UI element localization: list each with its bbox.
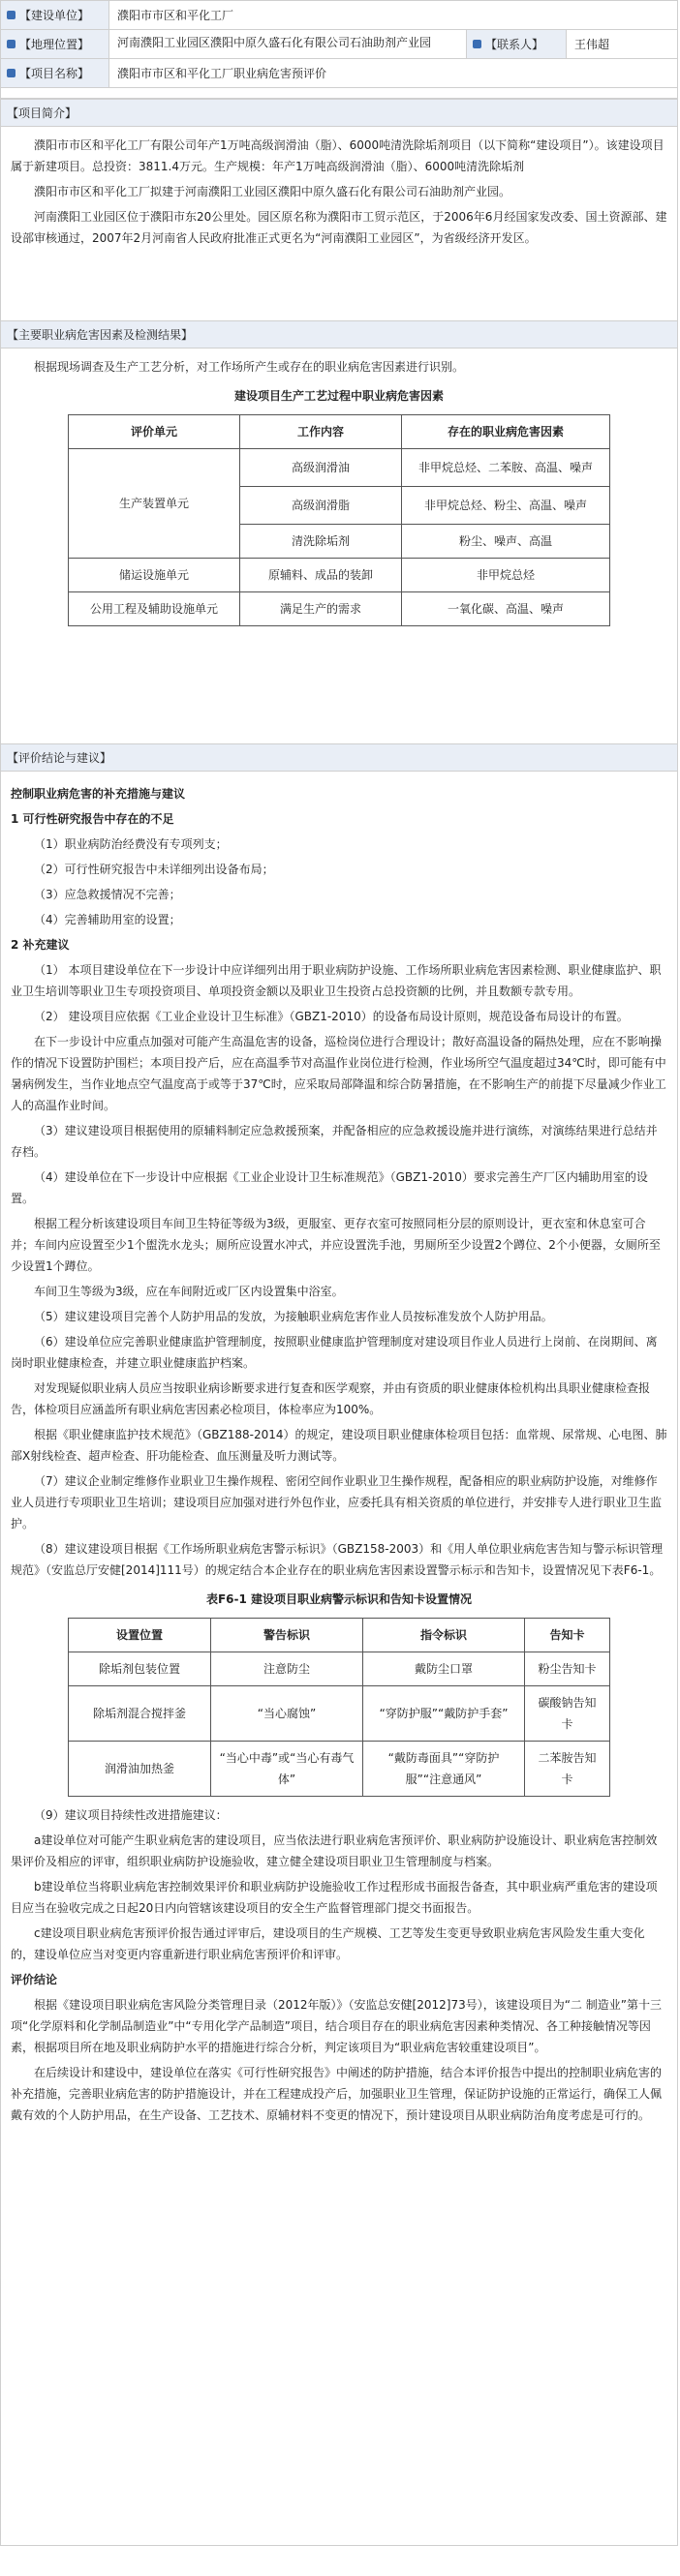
section-title-hazards: 【主要职业病危害因素及检测结果】 — [1, 320, 677, 349]
paragraph: 根据《职业健康监护技术规范》（GBZ188-2014）的规定，建设项目职业健康体检项目包括：血常规、尿常规、心电图、肺部X射线检查、超声检查、肝功能检查、血压测量及听力测试等。 — [11, 1428, 667, 1463]
contact-label: 【联系人】 — [466, 30, 567, 58]
list-item: （2）可行性研究报告中未详细列出设备布局； — [34, 863, 274, 876]
paragraph: （7）建议企业制定维修作业职业卫生操作规程、密闭空间作业职业卫生操作规程，配备相应的职业病防护设施，对维修作业人员进行专项职业卫生培训；建设项目应加强对进行外包作业，应委托具有相关资质的单位进行，并安排专人进行职业卫生监护。 — [11, 1474, 663, 1530]
hazards-table — [68, 414, 610, 626]
warning-table — [68, 1618, 610, 1797]
table-header-cell: 工作内容 — [240, 415, 402, 449]
table-cell: 高级润滑脂 — [240, 487, 402, 525]
table-cell: 清洗除垢剂 — [240, 525, 402, 559]
table-cell: 注意防尘 — [211, 1652, 363, 1686]
table-cell: 除垢剂包装位置 — [69, 1652, 211, 1686]
section-title-conclusion: 【评价结论与建议】 — [1, 743, 677, 772]
table-cell: 非甲烷总烃、二苯胺、高温、噪声 — [402, 449, 610, 487]
list-item: （1）职业病防治经费没有专项列支； — [34, 837, 228, 851]
table-row — [69, 1652, 610, 1686]
construction-unit-value: 濮阳市市区和平化工厂 — [117, 9, 234, 22]
table-header-cell: 警告标识 — [211, 1619, 363, 1652]
construction-unit-row — [1, 1, 677, 30]
paragraph: （1） 本项目建设单位在下一步设计中应详细列出用于职业病防护设施、工作场所职业病危害因素检测、职业健康监护、职业卫生培训等职业卫生专项投资项目、单项投资金额以及职业卫生投资占总投资额的比例，并且数额专款专用。 — [11, 963, 662, 998]
paragraph: 对发现疑似职业病人员应当按职业病诊断要求进行复查和医学观察，并由有资质的职业健康体检机构出具职业健康检查报告，体检项目应涵盖所有职业病危害因素必检项目，体检率应为100%。 — [11, 1381, 651, 1416]
table-cell: “当心中毒”或“当心有毒气体” — [211, 1742, 363, 1797]
table-header-cell: 存在的职业病危害因素 — [402, 415, 610, 449]
list-item: （3）应急救援情况不完善； — [34, 888, 181, 901]
table-cell: 碳酸钠告知卡 — [525, 1686, 610, 1742]
section-title-intro: 【项目简介】 — [1, 99, 677, 127]
construction-unit-label: 【建设单位】 — [1, 1, 109, 29]
paragraph: （4）建设单位在下一步设计中应根据《工业企业设计卫生标准规范》（GBZ1-2010）要求完善生产厂区内辅助用室的设置。 — [11, 1170, 648, 1205]
bullet-icon — [7, 69, 15, 77]
paragraph: （3）建议建设项目根据使用的原辅料制定应急救援预案，并配备相应的应急救援设施并进行演练，对演练结果进行总结并存档。 — [11, 1124, 658, 1159]
table-row — [69, 1686, 610, 1742]
table-header-cell: 评价单元 — [69, 415, 240, 449]
table-row — [69, 449, 610, 487]
hazards-body — [1, 349, 677, 743]
table-header-cell: 告知卡 — [525, 1619, 610, 1652]
project-name-row — [1, 59, 677, 88]
table-header-cell: 设置位置 — [69, 1619, 211, 1652]
table-cell: 二苯胺告知卡 — [525, 1742, 610, 1797]
paragraph: 根据工程分析该建设项目车间卫生特征等级为3级，更服室、更存衣室可按照同柜分层的原则设计，更衣室和休息室可合并；车间内应设置至少1个盥洗水龙头；厕所应设置水冲式，并应设置洗手池，男厕所至少设置2个蹲位、2个小便器，女厕所至少设置1个蹲位。 — [11, 1217, 661, 1273]
bullet-icon — [7, 11, 15, 19]
table-row — [69, 559, 610, 592]
table-cell: 粉尘告知卡 — [525, 1652, 610, 1686]
conclusion-body — [1, 772, 677, 2545]
project-name-label: 【项目名称】 — [1, 59, 109, 87]
paragraph: （8）建议建设项目根据《工作场所职业病危害警示标识》（GBZ158-2003）和《用人单位职业病危害告知与警示标识管理规范》（安监总厅安健[2014]111号）的规定结合本企业存在的职业病危害因素设置警示标示和告知卡，设置情况见下表F6-1。 — [11, 1542, 664, 1577]
paragraph: （5）建议建设项目完善个人防护用品的发放，为接触职业病危害作业人员按标准发放个人防护用品。 — [34, 1310, 553, 1323]
table-cell: 戴防尘口罩 — [363, 1652, 525, 1686]
table-cell: 除垢剂混合搅拌釜 — [69, 1686, 211, 1742]
evaluation-heading: 评价结论 — [11, 1973, 58, 1986]
table-cell-unit: 生产装置单元 — [69, 449, 240, 559]
subsection-heading: 2 补充建议 — [11, 938, 70, 952]
table-cell: 原辅料、成品的装卸 — [240, 559, 402, 592]
paragraph: a建设单位对可能产生职业病危害的建设项目，应当依法进行职业病危害预评价、职业病防护设施设计、职业病危害控制效果评价及相应的评审，组织职业病防护设施验收，建立健全建设项目职业卫生管理制度与档案。 — [11, 1834, 658, 1868]
table-cell: 一氧化碳、高温、噪声 — [402, 592, 610, 626]
table-cell: 非甲烷总烃、粉尘、高温、噪声 — [402, 487, 610, 525]
intro-paragraph: 河南濮阳工业园区位于濮阳市东20公里处。园区原名称为濮阳市工贸示范区，于2006年6月经国家发改委、国土资源部、建设部审核通过，2007年2月河南省人民政府批准正式更名为“河南濮阳工业园区”，为省级经济开发区。 — [11, 210, 667, 245]
intro-body — [1, 127, 677, 320]
table-header-cell: 指令标识 — [363, 1619, 525, 1652]
paragraph: 根据《建设项目职业病危害风险分类管理目录（2012年版）》（安监总安健[2012]73号），该建设项目为“二 制造业”第十三项“化学原料和化学制品制造业”中“专用化学产品制造”项目，结合项目存在的职业病危害因素种类情况、各工种接触情况等因素，根据项目所在地及职业病防护水平的措施进行综合分析，判定该项目为“职业病危害较重建设项目”。 — [11, 1998, 662, 2054]
paragraph: （2） 建设项目应依据《工业企业设计卫生标准》（GBZ1-2010）的设备布局设计原则，规范设备布局设计的布置。 — [34, 1010, 629, 1023]
intro-paragraph: 濮阳市市区和平化工厂拟建于河南濮阳工业园区濮阳中原久盛石化有限公司石油助剂产业园。 — [34, 185, 511, 198]
intro-paragraph: 濮阳市市区和平化工厂有限公司年产1万吨高级润滑油（脂）、6000吨清洗除垢剂项目（以下简称“建设项目”）。该建设项目属于新建项目。总投资：3811.4万元。生产规模：年产1万吨高级润滑油（脂）、6000吨清洗除垢剂 — [11, 138, 665, 173]
table-cell: 满足生产的需求 — [240, 592, 402, 626]
table-cell: 润滑油加热釜 — [69, 1742, 211, 1797]
location-row — [1, 30, 677, 59]
paragraph: b建设单位当将职业病危害控制效果评价和职业病防护设施验收工作过程形成书面报告备查，其中职业病严重危害的建设项目应当在验收完成之日起20日内向管辖该建设项目的安全生产监督管理部门提交书面报告。 — [11, 1880, 658, 1915]
contact-value: 王伟超 — [574, 38, 610, 51]
list-item: （4）完善辅助用室的设置； — [34, 913, 181, 926]
table-header-row — [69, 1619, 610, 1652]
project-name-value: 濮阳市市区和平化工厂职业病危害预评价 — [117, 67, 327, 80]
table-row — [69, 1742, 610, 1797]
location-label: 【地理位置】 — [1, 30, 109, 58]
paragraph: （9）建议项目持续性改进措施建议： — [34, 1808, 228, 1822]
location-value: 河南濮阳工业园区濮阳中原久盛石化有限公司石油助剂产业园 — [117, 36, 432, 49]
table-header-row — [69, 415, 610, 449]
table-cell: 粉尘、噪声、高温 — [402, 525, 610, 559]
bullet-icon — [7, 40, 15, 48]
conclusion-heading: 控制职业病危害的补充措施与建议 — [11, 787, 186, 801]
warning-table-caption: 表F6-1 建设项目职业病警示标识和告知卡设置情况 — [205, 1592, 473, 1606]
paragraph: 车间卫生等级为3级，应在车间附近或厂区内设置集中浴室。 — [34, 1285, 344, 1298]
table-cell: “穿防护服”“戴防护手套” — [363, 1686, 525, 1742]
table-row — [69, 592, 610, 626]
table-cell: 高级润滑油 — [240, 449, 402, 487]
hazards-table-caption: 建设项目生产工艺过程中职业病危害因素 — [233, 389, 444, 403]
table-cell-unit: 储运设施单元 — [69, 559, 240, 592]
table-cell: 非甲烷总烃 — [402, 559, 610, 592]
subsection-heading: 1 可行性研究报告中存在的不足 — [11, 812, 174, 826]
paragraph: c建设项目职业病危害预评价报告通过评审后，建设项目的生产规模、工艺等发生变更导致职业病危害风险发生重大变化的，建设单位应当对变更内容重新进行职业病危害预评价和评审。 — [11, 1926, 645, 1961]
paragraph: 在后续设计和建设中，建设单位在落实《可行性研究报告》中阐述的防护措施，结合本评价报告中提出的控制职业病危害的补充措施，完善职业病危害的防护措施设计，并在工程建成投产后，加强职业卫生管理，保证防护设施的正常运行，确保工人佩戴有效的个人防护用品，在生产设备、工艺技术、原辅材料不变更的情况下，预计建设项目从职业病防治角度考虑是可行的。 — [11, 2066, 663, 2122]
table-cell-unit: 公用工程及辅助设施单元 — [69, 592, 240, 626]
hazards-lead: 根据现场调查及生产工艺分析，对工作场所产生或存在的职业病危害因素进行识别。 — [34, 360, 465, 374]
table-cell: “戴防毒面具”“穿防护服”“注意通风” — [363, 1742, 525, 1797]
paragraph: 在下一步设计中应重点加强对可能产生高温危害的设备，巡检岗位进行合理设计；散好高温设备的隔热处理，应在不影响操作的情况下设置防护围栏；本项目投产后，应在高温季节对高温作业岗位进行检测，作业场所空气温度超过34℃时，即可能有中暑病例发生，当作业地点空气温度高于或等于37℃时，应采取局部降温和综合防暑措施，在不影响生产的前提下尽量减少作业工人的高温作业时间。 — [11, 1035, 666, 1112]
bullet-icon — [473, 40, 481, 48]
paragraph: （6）建设单位应完善职业健康监护管理制度，按照职业健康监护管理制度对建设项目作业人员进行上岗前、在岗期间、离岗时职业健康检查，并建立职业健康监护档案。 — [11, 1335, 658, 1370]
table-cell: “当心腐蚀” — [211, 1686, 363, 1742]
